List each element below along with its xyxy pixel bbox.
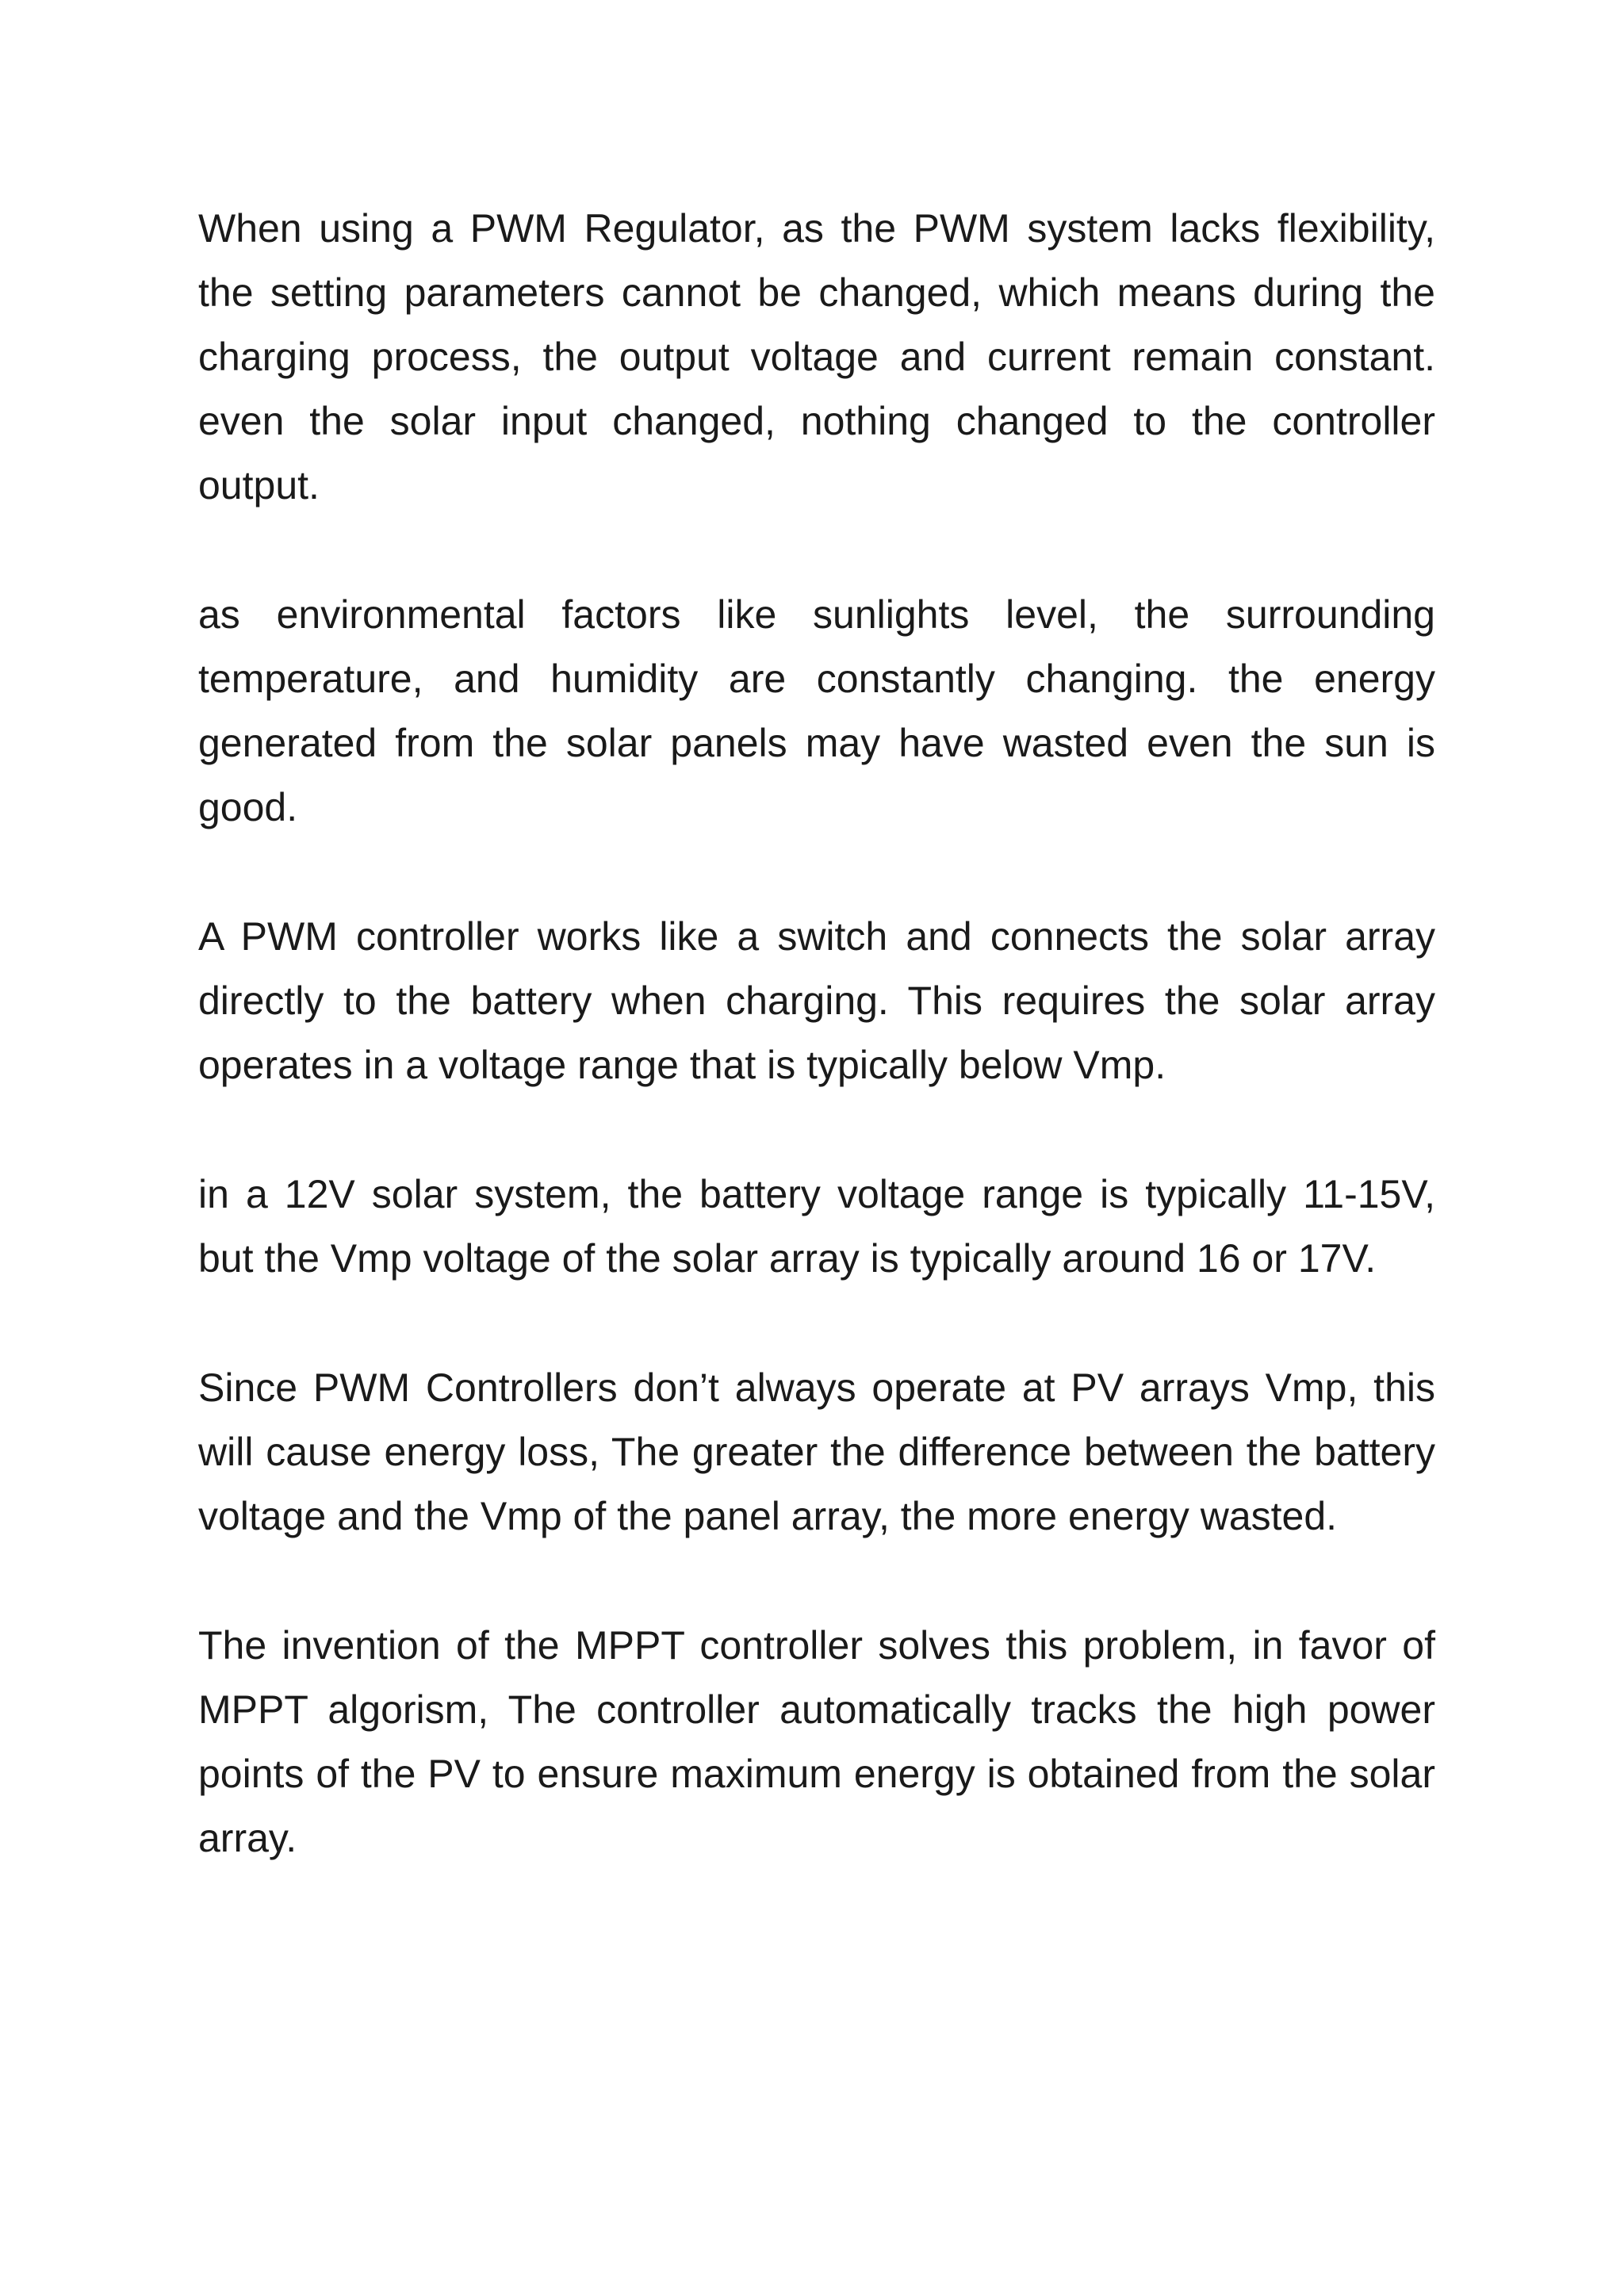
paragraph-pwm-switch: A PWM controller works like a switch and connects the solar array directly to the battery when charging. This requires the solar array operates in a voltage range that is typically below Vmp. — [198, 914, 1435, 1087]
paragraph-environmental-factors: as environmental factors like sunlights level, the surrounding temperature, and humidity are constantly changing. the energy generated from the solar panels may have wasted even the sun is good. — [198, 592, 1435, 829]
document-body — [198, 197, 1435, 1871]
paragraph-energy-loss: Since PWM Controllers don’t always operate at PV arrays Vmp, this will cause energy loss, The greater the difference between the battery voltage and the Vmp of the panel array, the more energy wasted. — [198, 1365, 1435, 1538]
paragraph-pwm-regulator: When using a PWM Regulator, as the PWM system lacks flexibility, the setting parameters cannot be changed, which means during the charging process, the output voltage and current remain constant. even the solar input changed, nothing changed to the controller output. — [198, 206, 1435, 507]
paragraph-12v-system: in a 12V solar system, the battery voltage range is typically 11-15V, but the Vmp voltage of the solar array is typically around 16 or 17V. — [198, 1172, 1435, 1281]
paragraph-mppt-controller: The invention of the MPPT controller solves this problem, in favor of MPPT algorism, The controller automatically tracks the high power points of the PV to ensure maximum energy is obtained from the solar array. — [198, 1623, 1435, 1860]
